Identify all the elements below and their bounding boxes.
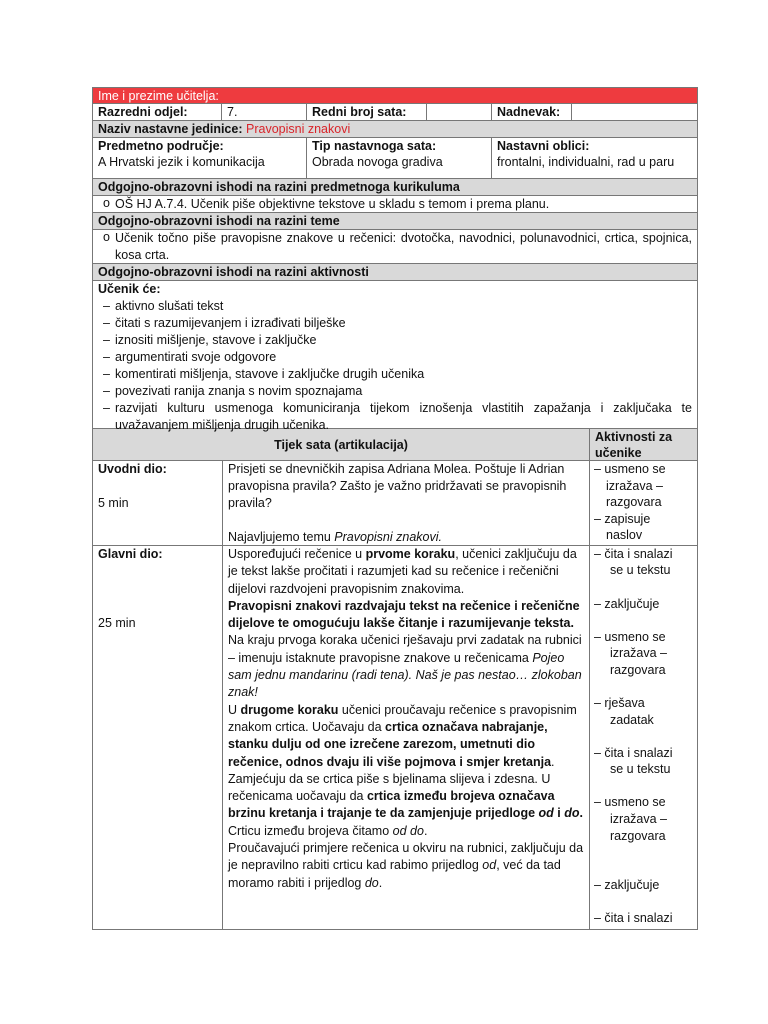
lesson-type-cell — [306, 138, 491, 178]
subject-area-label: Predmetno područje: — [98, 139, 224, 153]
curriculum-title: Odgojno-obrazovni ishodi na razini predmetnoga kurikuluma — [98, 180, 460, 194]
activity-item: – iznositi mišljenje, stavove i zaključke — [93, 332, 692, 349]
main-activity-line: – rješava — [594, 696, 645, 710]
intro-activities — [589, 461, 697, 545]
intro-activity-line: razgovara — [606, 495, 662, 509]
subject-area-value: A Hrvatski jezik i komunikacija — [98, 155, 265, 169]
main-activity-line: – zaključuje — [594, 597, 660, 611]
intro-time: 5 min — [98, 496, 129, 510]
date-label: Nadnevak: — [491, 104, 571, 120]
main-activity-line: – usmeno se — [594, 630, 666, 644]
curriculum-body — [92, 196, 698, 213]
activity-item: – povezivati ranija znanja s novim spoznajama — [93, 383, 692, 400]
main-paragraph-5: Proučavajući primjere rečenica u okviru na rubnici, zaključuju da je nepravilno rabiti crticu kad rabimo prijedlog od, već da tad moramo rabiti i prijedlog do. — [228, 841, 584, 890]
main-activity-line: se u tekstu — [610, 563, 671, 577]
main-activity-line: razgovara — [610, 663, 666, 677]
unit-cell — [93, 121, 697, 137]
activity-lead: Učenik će: — [98, 282, 161, 296]
unit-label: Naziv nastavne jedinice: — [98, 122, 243, 136]
main-name-cell — [93, 546, 222, 929]
class-value: 7. — [221, 104, 306, 120]
forms-label: Nastavni oblici: — [497, 139, 590, 153]
activity-item: – čitati s razumijevanjem i izrađivati bilješke — [93, 315, 692, 332]
lesson-number-label: Redni broj sata: — [306, 104, 426, 120]
main-time: 25 min — [98, 616, 136, 630]
main-activity-line: – čita i snalazi — [594, 547, 673, 561]
teacher-label: Ime i prezime učitelja: — [98, 89, 219, 103]
forms-value: frontalni, individualni, rad u paru — [497, 155, 675, 169]
intro-text-cell — [222, 461, 589, 545]
main-activity-line: – zaključuje — [594, 878, 660, 892]
forms-cell — [491, 138, 697, 178]
topic-header — [92, 213, 698, 230]
intro-row — [92, 461, 698, 546]
lesson-plan-table — [92, 87, 698, 930]
intro-activity-line: naslov — [606, 528, 643, 542]
intro-activity-line: – usmeno se — [594, 462, 666, 476]
subject-row — [92, 138, 698, 179]
intro-activity-line: – zapisuje — [594, 511, 651, 526]
topic-body — [92, 230, 698, 264]
main-paragraph-2: Pravopisni znakovi razdvajaju tekst na rečenice i rečenične dijelove te omogućuju lakše čitanje i razumijevanje teksta. — [228, 598, 580, 631]
activity-body — [92, 281, 698, 432]
topic-title: Odgojno-obrazovni ishodi na razini teme — [98, 214, 340, 228]
main-activity-line: izražava – — [610, 812, 667, 826]
activity-item: – razvijati kulturu usmenoga komuniciranja tijekom iznošenja vlastitih zapažanja i zaključaka te uvažavanjem mišljenja drugih učenika. — [93, 400, 692, 434]
main-activity-line: se u tekstu — [610, 762, 671, 776]
main-activity-line: izražava – — [610, 646, 667, 660]
class-label: Razredni odjel: — [98, 105, 188, 119]
activity-item: – argumentirati svoje odgovore — [93, 349, 692, 366]
activity-header — [92, 264, 698, 281]
lesson-type-label: Tip nastavnoga sata: — [312, 139, 437, 153]
main-paragraph-3: Na kraju prvoga koraka učenici rješavaju prvi zadatak na rubnici – imenuju istaknute pravopisne znakove u rečenicama Pojeo sam jednu mandarinu (radi tena). Naš je pas nestao… zlokoban znak! — [228, 633, 582, 700]
curriculum-header — [92, 179, 698, 196]
main-paragraph-4: U drugome koraku učenici proučavaju rečenice s pravopisnim znakom crtica. Uočavaju da crtica označava nabrajanje, stanku dulju od one izrečene zarezom, umetnuti dio rečenice, odnos dvaju ili više pojmova i smjer kretanja. Zamjećuju da se crtica piše s bjelinama slijeva i zdesna. U rečenicama uočavaju da crtica između brojeva označava brzinu kretanja i trajanje te da zamjenjuje prijedloge od i do. Crticu između brojeva čitamo od do. — [228, 702, 583, 838]
intro-name: Uvodni dio: — [98, 462, 167, 476]
topic-item: o Učenik točno piše pravopisne znakove u rečenici: dvotočka, navodnici, polunavodnici, crtica, spojnica, kosa crta. — [93, 230, 692, 264]
unit-value: Pravopisni znakovi — [246, 122, 351, 136]
curriculum-item: o OŠ HJ A.7.4. Učenik piše objektivne tekstove u skladu s temom i prema planu. — [93, 196, 697, 213]
main-name: Glavni dio: — [98, 547, 163, 561]
main-activity-line: zadatak — [610, 713, 654, 727]
intro-paragraph-2: Najavljujemo temu Pravopisni znakovi. — [228, 530, 442, 544]
date-value — [571, 104, 697, 120]
subject-area-cell — [93, 138, 306, 178]
lesson-number-value — [426, 104, 491, 120]
unit-row — [92, 121, 698, 138]
lesson-type-value: Obrada novoga gradiva — [312, 155, 443, 169]
main-activity-line: – čita i snalazi — [594, 746, 673, 760]
main-text-cell — [222, 546, 589, 929]
main-paragraph-1: Uspoređujući rečenice u prvome koraku, učenici zaključuju da je tekst lakše pročitati i razumjeti kad su rečenice i rečenični dijelovi razdvojeni pravopisnim znakovima. — [228, 547, 577, 596]
main-activity-line: – čita i snalazi — [594, 911, 673, 925]
main-row — [92, 546, 698, 930]
teacher-row — [92, 87, 698, 104]
flow-col-title: Tijek sata (artikulacija) — [274, 437, 408, 452]
intro-name-cell — [93, 461, 222, 545]
intro-activity-line: izražava – — [606, 478, 663, 493]
activity-title: Odgojno-obrazovni ishodi na razini aktivnosti — [98, 265, 369, 279]
activity-item: – aktivno slušati tekst — [93, 298, 692, 315]
flow-col-activities: Aktivnosti za učenike — [589, 429, 697, 460]
intro-paragraph-1: Prisjeti se dnevničkih zapisa Adriana Molea. Poštuje li Adrian pravopisna pravila? Zašto je važno pridržavati se pravopisnih pravila? — [228, 462, 567, 510]
activity-item: – komentirati mišljenja, stavove i zaključke drugih učenika — [93, 366, 692, 383]
class-row — [92, 104, 698, 121]
main-activities — [589, 546, 697, 929]
main-activity-line: razgovara — [610, 829, 666, 843]
main-activity-line: – usmeno se — [594, 795, 666, 809]
